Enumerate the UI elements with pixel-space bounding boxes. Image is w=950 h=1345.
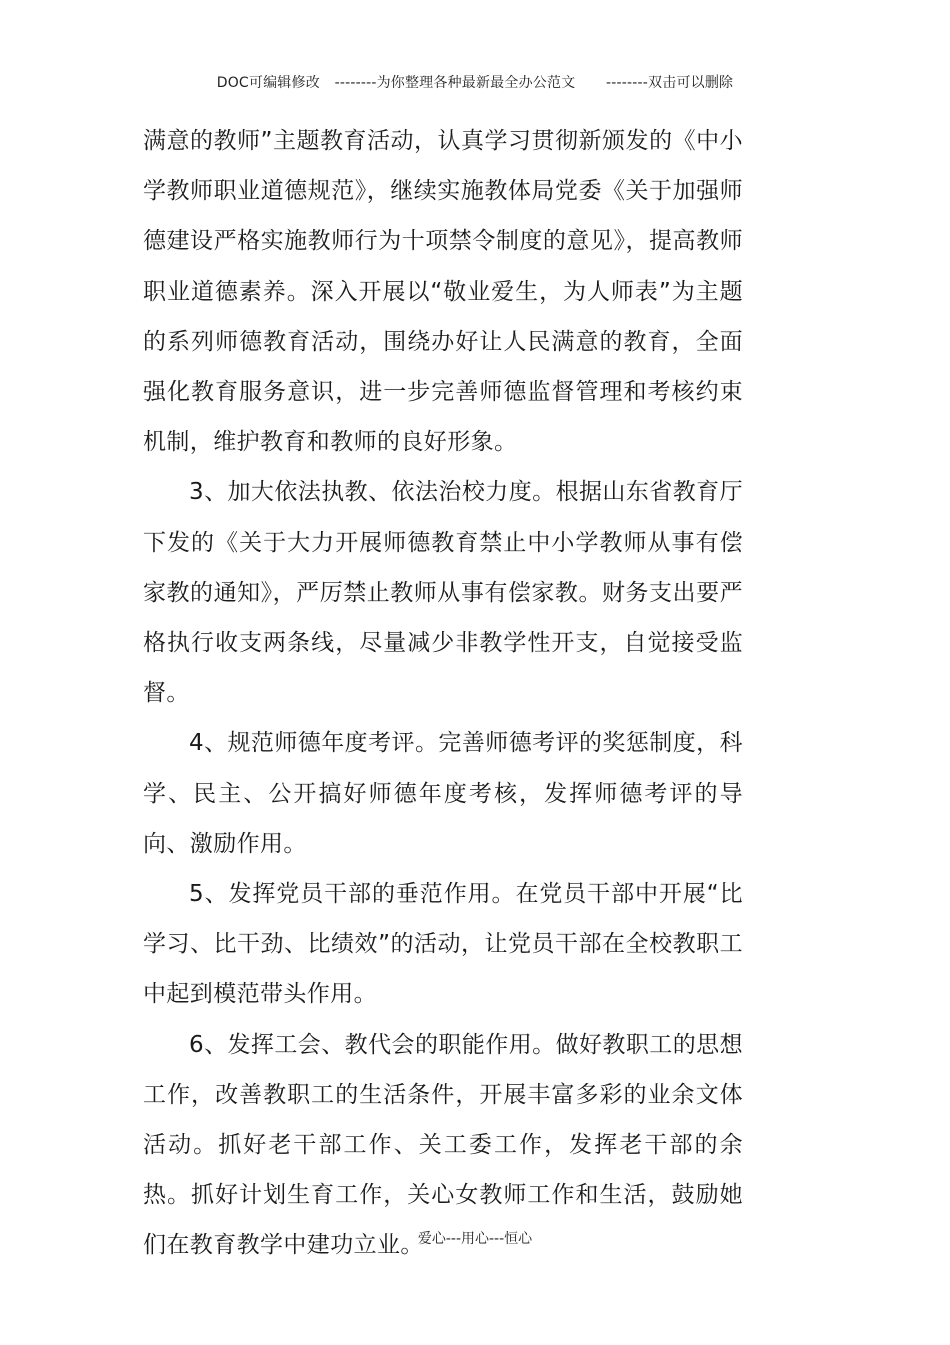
paragraph-item-4: 4、规范师德年度考评。完善师德考评的奖惩制度，科学、民主、公开搞好师德年度考核，发挥师德考评的导向、激励作用。 — [143, 730, 743, 857]
paragraph-item-3: 3、加大依法执教、依法治校力度。根据山东省教育厅下发的《关于大力开展师德教育禁止中小学教师从事有偿家教的通知》，严厉禁止教师从事有偿家教。财务支出要严格执行收支两条线，尽量减少非教学性开支，自觉接受监督。 — [143, 479, 743, 707]
header-doc-label: DOC可编辑修改 — [216, 75, 320, 91]
document-body — [143, 116, 743, 1271]
page-footer: 爱心---用心---恒心 — [417, 1231, 533, 1247]
paragraph-item-5: 5、发挥党员干部的垂范作用。在党员干部中开展“比学习、比干劲、比绩效”的活动，让党员干部在全校教职工中起到模范带头作用。 — [143, 881, 743, 1008]
header-delete-hint: --------双击可以删除 — [606, 75, 734, 91]
paragraph-item-6: 6、发挥工会、教代会的职能作用。做好教职工的思想工作，改善教职工的生活条件，开展丰富多彩的业余文体活动。抓好老干部工作、关工委工作，发挥老干部的余热。抓好计划生育工作，关心女教师工作和生活，鼓励她们在教育教学中建功立业。 — [143, 1031, 743, 1259]
paragraph-continued: 满意的教师”主题教育活动，认真学习贯彻新颁发的《中小学教师职业道德规范》，继续实施教体局党委《关于加强师德建设严格实施教师行为十项禁令制度的意见》，提高教师职业道德素养。深入开展以“敬业爱生，为人师表”为主题的系列师德教育活动，围绕办好让人民满意的教育，全面强化教育服务意识，进一步完善师德监督管理和考核约束机制，维护教育和教师的良好形象。 — [143, 128, 743, 456]
page-header — [0, 72, 950, 92]
header-tagline: --------为你整理各种最新最全办公范文 — [334, 75, 576, 91]
